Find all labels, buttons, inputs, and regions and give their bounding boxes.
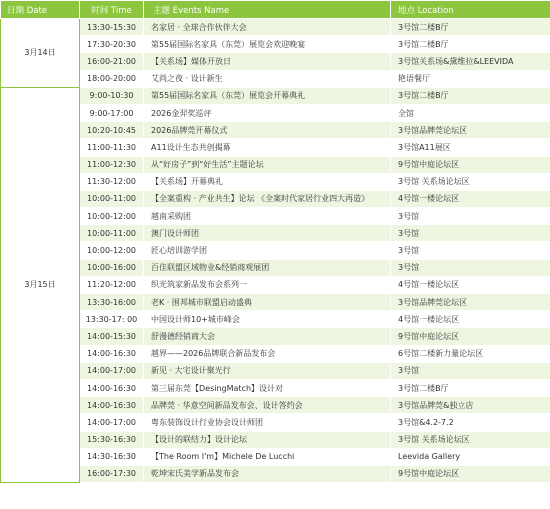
time-cell: 14:00-16:30 (80, 397, 144, 414)
event-cell: 织光筑家新品发布会系列一 (144, 276, 391, 293)
time-cell: 14:00-17:00 (80, 362, 144, 379)
time-cell: 14:30-16:30 (80, 448, 144, 465)
table-row (1, 465, 550, 482)
time-cell: 10:00-12:00 (80, 242, 144, 259)
table-row (1, 431, 550, 448)
location-cell: 3号馆关系场&黛维拉&LEEVIDA (391, 53, 550, 70)
table-row (1, 225, 550, 242)
event-cell: 【The Room I'm】Michele De Lucchi (144, 448, 391, 465)
location-cell: 3号馆 (391, 362, 550, 379)
location-cell: 3号馆二楼B厅 (391, 379, 550, 396)
event-cell: 中国设计师10+城市峰会 (144, 311, 391, 328)
table-row (1, 156, 550, 173)
time-cell: 11:20-12:00 (80, 276, 144, 293)
table-row (1, 242, 550, 259)
location-cell: 9号馆中庭论坛区 (391, 328, 550, 345)
event-cell: 粤东装饰设计行业协会设计师团 (144, 414, 391, 431)
location-cell: 4号馆一楼论坛区 (391, 311, 550, 328)
event-cell: 艾尚之夜 · 设计新生 (144, 70, 391, 87)
location-cell: 3号馆 (391, 208, 550, 225)
location-cell: 3号馆 (391, 259, 550, 276)
event-cell: 第55届国际名家具（东莞）展览会开幕典礼 (144, 87, 391, 104)
time-cell: 14:00-17:00 (80, 414, 144, 431)
event-cell: 【关系场】媒体开放日 (144, 53, 391, 70)
table-row (1, 379, 550, 396)
header-location: 地点 Location (391, 1, 550, 19)
table-row (1, 104, 550, 121)
time-cell: 11:00-11:30 (80, 139, 144, 156)
time-cell: 16:00-21:00 (80, 53, 144, 70)
event-cell: A11设计生态共创揭幕 (144, 139, 391, 156)
table-row (1, 19, 550, 36)
event-cell: 澳门设计师团 (144, 225, 391, 242)
event-cell: 老K · 围邦城市联盟启动盛典 (144, 294, 391, 311)
time-cell: 9:00-10:30 (80, 87, 144, 104)
time-cell: 10:00-16:00 (80, 259, 144, 276)
event-cell: 第三届东莞【DesingMatch】设计对 (144, 379, 391, 396)
event-cell: 2026金羿奖巡评 (144, 104, 391, 121)
schedule-body (1, 19, 550, 483)
table-row (1, 414, 550, 431)
time-cell: 10:00-11:00 (80, 190, 144, 207)
location-cell: 3号馆二楼B厅 (391, 87, 550, 104)
time-cell: 16:00-17:30 (80, 465, 144, 482)
event-cell: 新见 · 大宅设计聚光行 (144, 362, 391, 379)
time-cell: 18:00-20:00 (80, 70, 144, 87)
event-cell: 【设计的联结力】设计论坛 (144, 431, 391, 448)
location-cell: 3号馆&4.2-7.2 (391, 414, 550, 431)
table-row (1, 36, 550, 53)
event-cell: 第55届国际名家具（东莞）展览会欢迎晚宴 (144, 36, 391, 53)
event-cell: 【关系场】开幕典礼 (144, 173, 391, 190)
time-cell: 10:00-11:00 (80, 225, 144, 242)
location-cell: 3号馆 (391, 225, 550, 242)
table-row (1, 397, 550, 414)
table-row (1, 139, 550, 156)
time-cell: 13:30-16:00 (80, 294, 144, 311)
event-cell: 匠心培训游学团 (144, 242, 391, 259)
location-cell: 全馆 (391, 104, 550, 121)
location-cell: Leevida Gallery (391, 448, 550, 465)
table-row (1, 345, 550, 362)
event-cell: 越南采购团 (144, 208, 391, 225)
time-cell: 11:00-12:30 (80, 156, 144, 173)
event-cell: 名家居 · 全球合作伙伴大会 (144, 19, 391, 36)
date-cell: 3月15日 (1, 87, 80, 482)
header-date: 日期 Date (1, 1, 80, 19)
table-row (1, 328, 550, 345)
location-cell: 9号馆中庭论坛区 (391, 156, 550, 173)
event-cell: 舒漫德经销商大会 (144, 328, 391, 345)
location-cell: 3号馆品牌莞论坛区 (391, 294, 550, 311)
table-row (1, 259, 550, 276)
table-row (1, 208, 550, 225)
date-cell: 3月14日 (1, 19, 80, 88)
table-row (1, 448, 550, 465)
location-cell: 3号馆 关系场论坛区 (391, 173, 550, 190)
time-cell: 14:00-15:30 (80, 328, 144, 345)
header-time: 时间 Time (80, 1, 144, 19)
table-row (1, 362, 550, 379)
event-cell: 【全案重构 · 产业共生】论坛 《全案时代家居行业四大再造》 (144, 190, 391, 207)
event-cell: 品牌莞 · 华意空间新品发布会、设计答约会 (144, 397, 391, 414)
location-cell: 3号馆品牌莞&独立店 (391, 397, 550, 414)
event-cell: 越界——2026品牌联合新品发布会 (144, 345, 391, 362)
time-cell: 13:30-17: 00 (80, 311, 144, 328)
table-row (1, 87, 550, 104)
location-cell: 艳语餐厅 (391, 70, 550, 87)
location-cell: 6号馆二楼新力量论坛区 (391, 345, 550, 362)
table-row (1, 276, 550, 293)
location-cell: 4号馆一楼论坛区 (391, 276, 550, 293)
event-cell: 乾坤宋氏美学新品发布会 (144, 465, 391, 482)
table-row (1, 190, 550, 207)
location-cell: 9号馆中庭论坛区 (391, 465, 550, 482)
time-cell: 10:20-10:45 (80, 122, 144, 139)
location-cell: 3号馆二楼B厅 (391, 36, 550, 53)
time-cell: 14:00-16:30 (80, 345, 144, 362)
time-cell: 11:30-12:00 (80, 173, 144, 190)
location-cell: 3号馆品牌莞论坛区 (391, 122, 550, 139)
location-cell: 3号馆二楼B厅 (391, 19, 550, 36)
table-row (1, 294, 550, 311)
location-cell: 3号馆 关系场论坛区 (391, 431, 550, 448)
header-row (1, 1, 550, 19)
event-cell: 2026品牌莞开幕仪式 (144, 122, 391, 139)
table-row (1, 70, 550, 87)
time-cell: 15:30-16:30 (80, 431, 144, 448)
time-cell: 13:30-15:30 (80, 19, 144, 36)
header-event: 主题 Events Name (144, 1, 391, 19)
table-row (1, 173, 550, 190)
table-row (1, 311, 550, 328)
table-row (1, 53, 550, 70)
time-cell: 9:00-17:00 (80, 104, 144, 121)
table-row (1, 122, 550, 139)
event-cell: 百佳联盟区域物业&经销商观展团 (144, 259, 391, 276)
event-cell: 从“好房子”到“好生活”主题论坛 (144, 156, 391, 173)
time-cell: 10:00-12:00 (80, 208, 144, 225)
location-cell: 4号馆一楼论坛区 (391, 190, 550, 207)
time-cell: 17:30-20:30 (80, 36, 144, 53)
time-cell: 14:00-16:30 (80, 379, 144, 396)
location-cell: 3号馆A11展区 (391, 139, 550, 156)
location-cell: 3号馆 (391, 242, 550, 259)
